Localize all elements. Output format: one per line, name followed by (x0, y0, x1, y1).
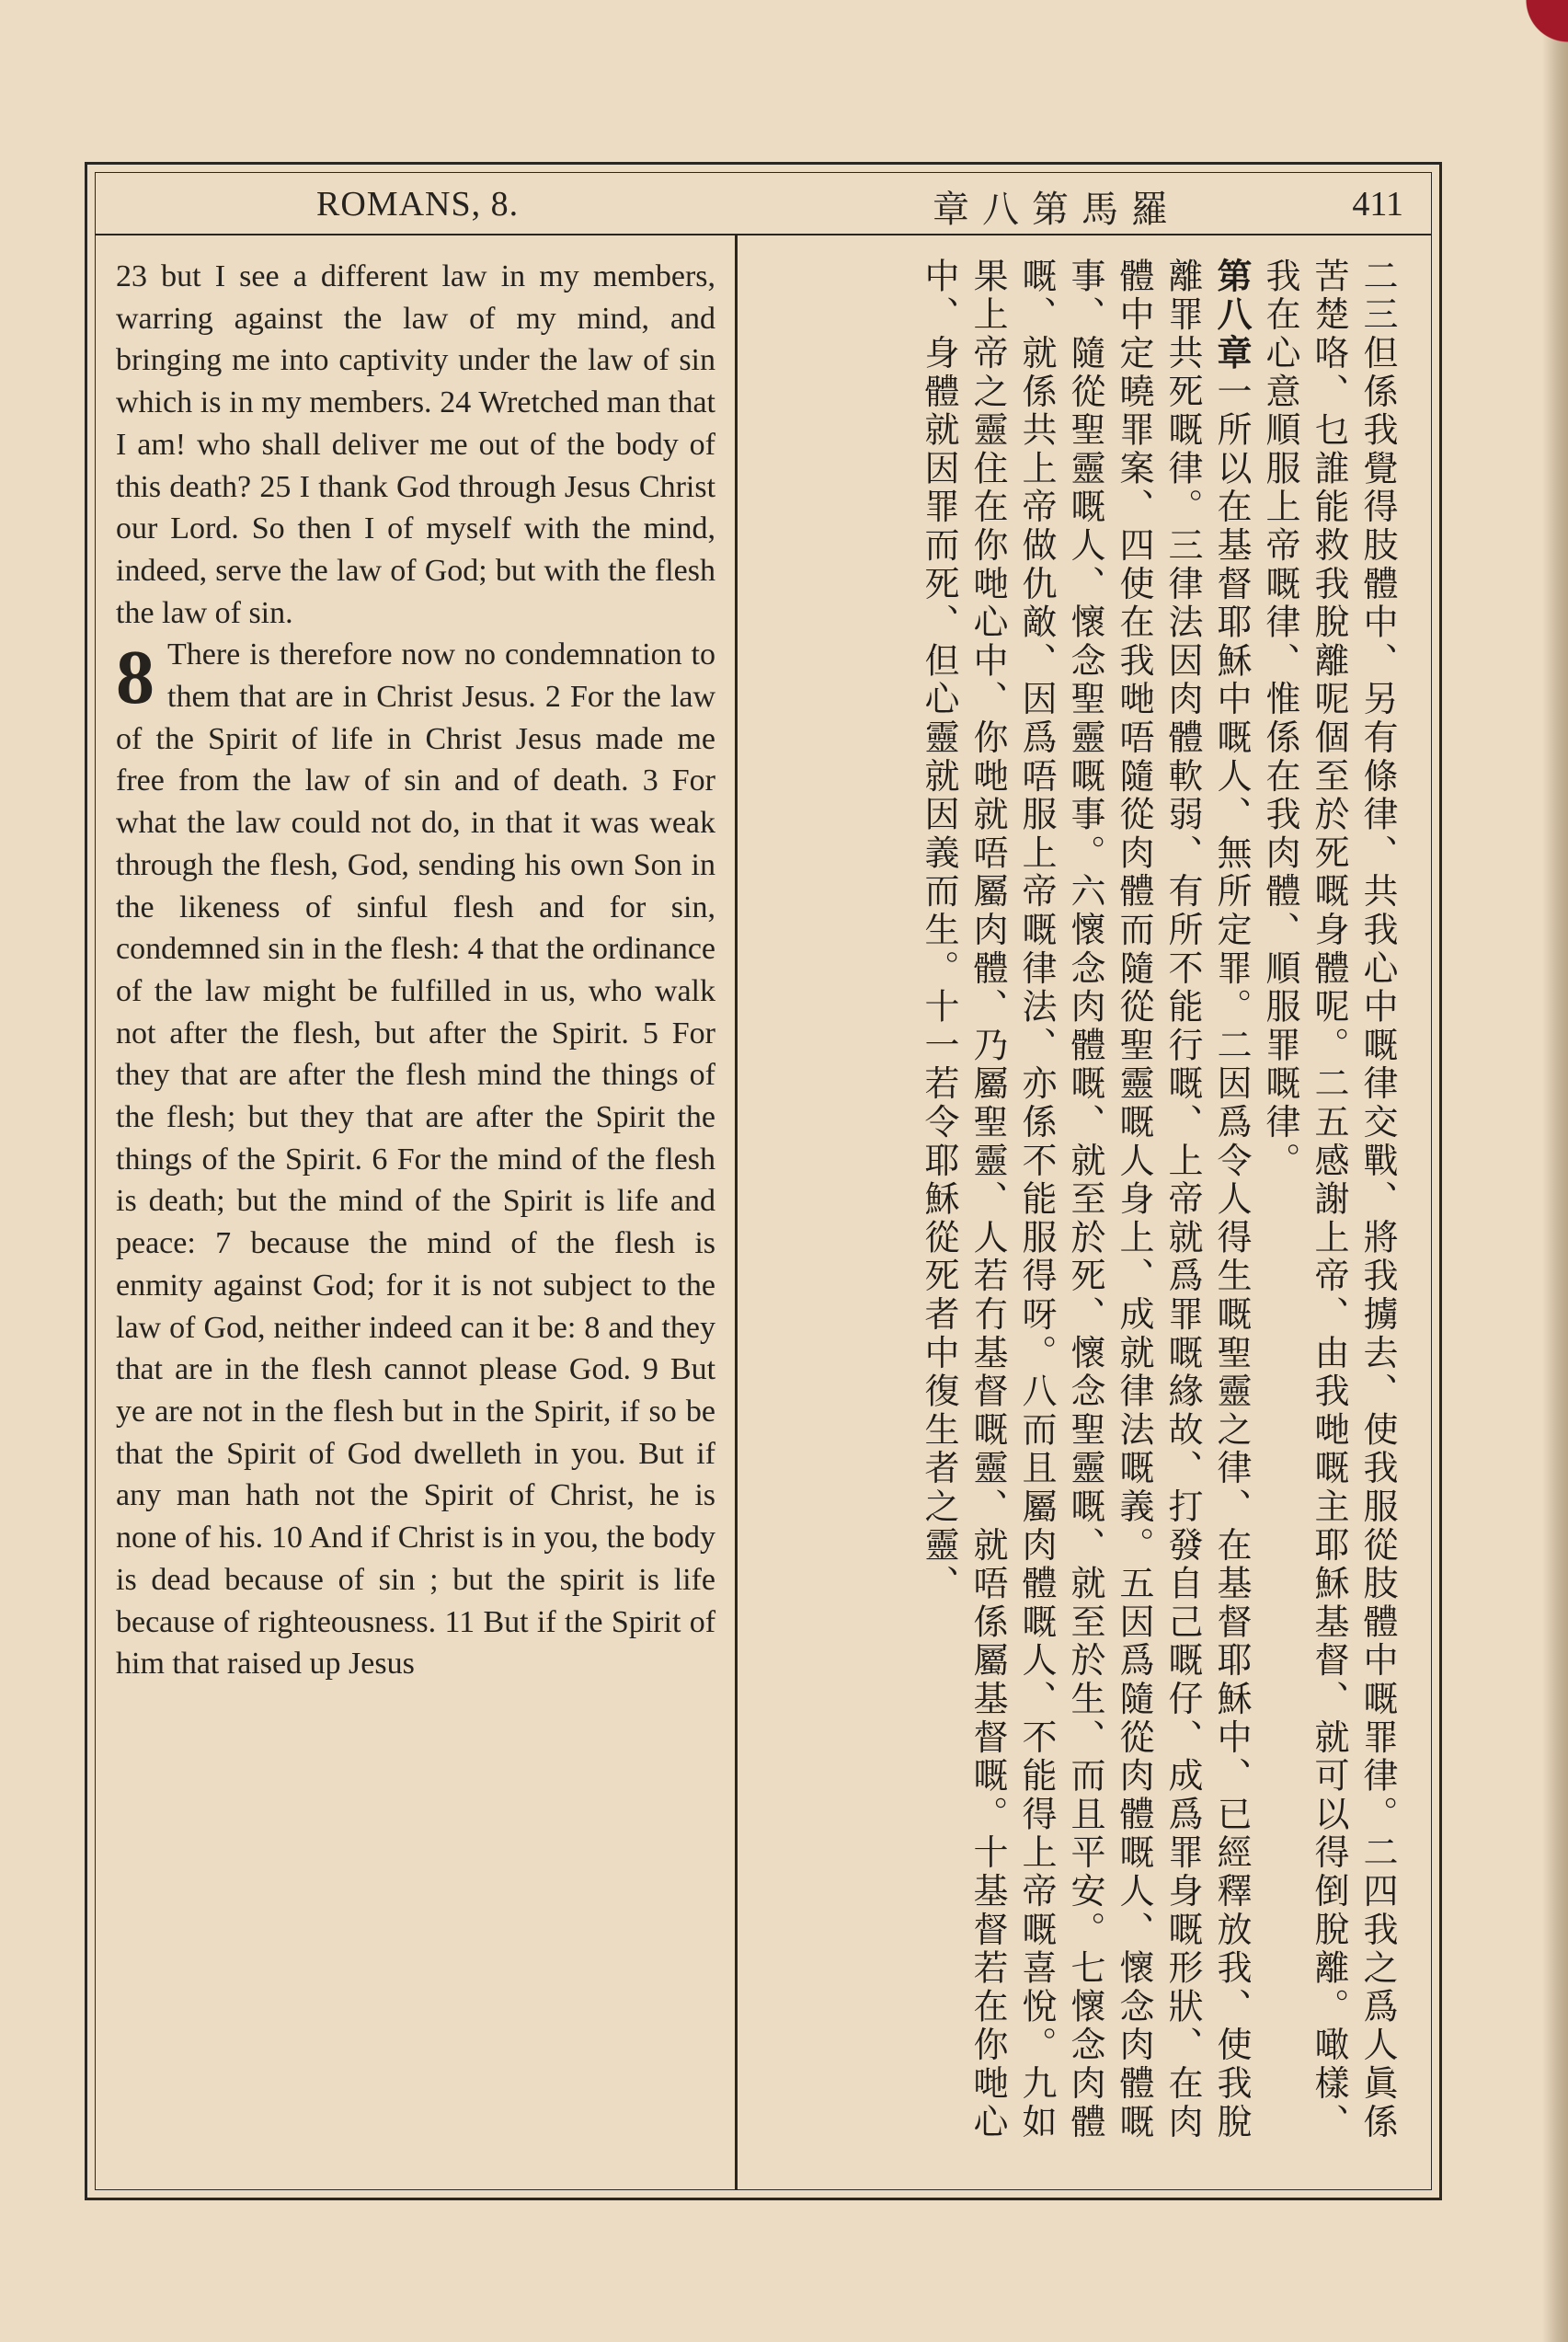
verse-4: 4 that the ordinance of the law might be fulfilled in us, who walk not after the flesh, but after the Spirit. (116, 932, 716, 1050)
chinese-chapter-heading: 第八章 (1211, 258, 1252, 373)
verse-5: 5 For they that are after the flesh mind the things of the flesh; but they that are after the Spirit the things of the Spirit. (116, 1016, 715, 1177)
english-column (116, 256, 715, 1685)
english-chapter-7-end (116, 256, 715, 634)
english-chapter-8 (116, 634, 715, 1685)
verse-9: 9 But ye are not in the flesh but in the Spirit, if so be that the Spirit of God dwelleth in you. But if any man hath not the Spirit of Christ, he is none of his. (116, 1352, 716, 1556)
chinese-column (753, 258, 1402, 2171)
running-header (96, 173, 1431, 235)
verse-3: 3 For what the law could not do, in that it was weak through the flesh, God, sending his own Son in the likeness of sinful flesh and for sin, condemned sin in the flesh: (116, 763, 716, 967)
verse-6: 6 For the mind of the flesh is death; but the mind of the Spirit is life and peace: (116, 1142, 716, 1261)
header-chinese-title: 章八第馬羅 (933, 189, 1181, 231)
verse-7: 7 because the mind of the flesh is enmity against God; for it is not subject to the law of God, neither indeed can it be: (116, 1226, 716, 1345)
page-number: 411 (1352, 185, 1403, 224)
column-divider (735, 235, 738, 2189)
verse-8: 8 and they that are in the flesh cannot please God. (116, 1310, 715, 1387)
chinese-chapter-8 (914, 258, 1255, 2171)
chinese-chapter-8-text: 一所以在基督耶穌中嘅人、無所定罪。二因爲令人得生嘅聖靈之律、在基督耶穌中、已經釋放我、使我脫離罪共死嘅律。三律法因肉體軟弱、有所不能行嘅、上帝就爲罪嘅緣故、打發自己嘅仔、成爲罪身嘅形狀、在肉體中定曉罪案、四使在我哋唔隨從肉體而隨從聖靈嘅人身上、成就律法嘅義。五因爲隨從肉體嘅人、懷念肉體嘅事、隨從聖靈嘅人、懷念聖靈嘅事。六懷念肉體嘅、就至於死、懷念聖靈嘅、就至於生、而且平安。七懷念肉體嘅、就係共上帝做仇敵、因爲唔服上帝嘅律法、亦係不能服得呀。八而且屬肉體嘅人、不能得上帝嘅喜悅。九如果上帝之靈住在你哋心中、你哋就唔屬肉體、乃屬聖靈、人若冇基督嘅靈、就唔係屬基督嘅。十基督若在你哋心中、身體就因罪而死、但心靈就因義而生。十一若令耶穌從死者中復生者之靈、 (919, 258, 1252, 2142)
verse-11: 11 But if the Spirit of him that raised up Jesus (116, 1604, 716, 1682)
verse-23: 23 but I see a different law in my members, warring against the law of my mind, and bringing me into captivity under the law of sin which is in my members. (116, 259, 715, 420)
header-english-title: ROMANS, 8. (316, 185, 520, 224)
verse-10: 10 And if Christ is in you, the body is dead because of sin ; but the spirit is life because of righteousness. (116, 1521, 716, 1639)
verse-24: 24 Wretched man that I am! who shall deliver me out of the body of this death? (116, 385, 715, 504)
verse-2: 2 For the law of the Spirit of life in Christ Jesus made me free from the law of sin and of death. (116, 680, 716, 798)
verse-25: 25 I thank God through Jesus Christ our Lord. So then I of myself with the mind, indeed, serve the law of God; but with the flesh the law of sin. (116, 469, 716, 630)
page-frame-inner (95, 172, 1432, 2190)
red-cover-corner (1494, 0, 1568, 55)
page-frame (85, 162, 1442, 2200)
chapter-number: 8 (116, 635, 155, 721)
page-edge-shadow (1542, 0, 1568, 2342)
verse-1: There is therefore now no condemnation to them that are in Christ Jesus. (167, 637, 715, 715)
chinese-chapter-7-end: 二三但係我覺得肢體中、另有條律、共我心中嘅律交戰、將我擄去、使我服從肢體中嘅罪律。二四我之爲人眞係苦楚咯、乜誰能救我脫離呢個至於死嘅身體呢。二五感謝上帝、由我哋嘅主耶穌基督、就可以得倒脫離。噉樣、我在心意順服上帝嘅律、惟係在我肉體、順服罪嘅律。 (1260, 258, 1398, 2142)
